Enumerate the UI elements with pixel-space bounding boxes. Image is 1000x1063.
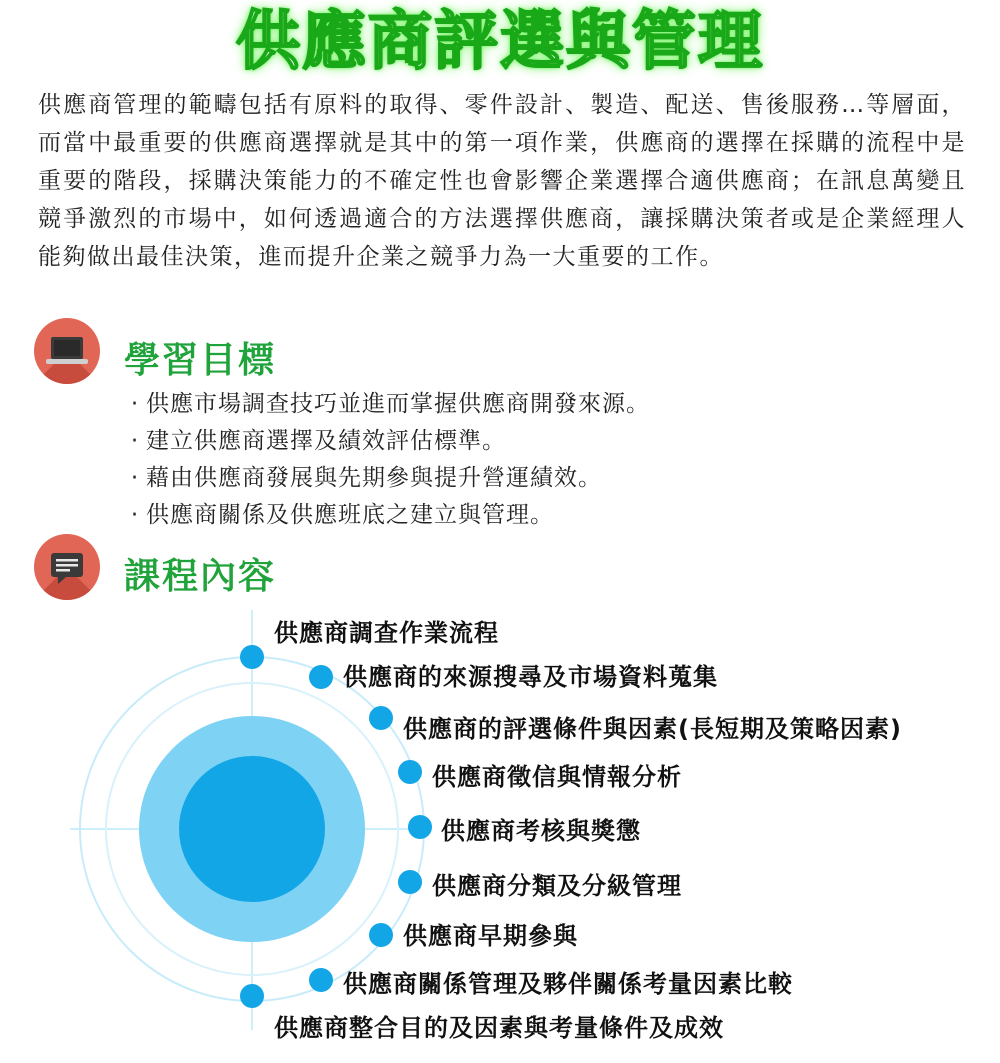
course-icon-badge [34,534,100,600]
course-item-label: 供應商考核與獎懲 [441,817,641,845]
course-item-dot [369,923,393,947]
course-item-label: 供應商關係管理及夥伴關係考量因素比較 [343,970,793,998]
list-item: · 藉由供應商發展與先期參與提升營運績效。 [130,465,602,491]
course-item-dot [240,984,264,1008]
course-item-label: 供應商分類及分級管理 [432,872,682,900]
list-item: · 建立供應商選擇及績效評估標準。 [130,428,506,454]
course-item-dot [369,706,393,730]
course-item-label: 供應商徵信與情報分析 [432,763,682,791]
course-item-dot [240,645,264,669]
course-item-dot [309,665,333,689]
course-item-dot [309,968,333,992]
objectives-icon-badge [34,318,100,384]
course-item-label: 供應商早期參與 [403,922,578,950]
objectives-list [124,386,650,534]
list-item: · 供應商關係及供應班底之建立與管理。 [130,502,554,528]
laptop-icon [34,318,100,384]
course-item-dot [398,760,422,784]
course-item-label: 供應商整合目的及因素與考量條件及成效 [274,1014,724,1042]
page-title: 供應商評選與管理 [236,5,764,79]
message-icon [34,534,100,600]
objectives-heading: 學習目標 [124,340,277,381]
course-item-label: 供應商的來源搜尋及市場資料蒐集 [343,663,718,691]
course-item-dot [398,870,422,894]
course-item-dot [408,815,432,839]
disc-dark [179,756,325,902]
course-item-label: 供應商調查作業流程 [274,619,499,647]
course-item-label: 供應商的評選條件與因素(長短期及策略因素) [403,715,902,743]
intro-paragraph: 供應商管理的範疇包括有原料的取得、零件設計、製造、配送、售後服務…等層面，而當中最重要的供應商選擇就是其中的第一項作業，供應商的選擇在採購的流程中是重要的階段，採購決策能力的不確定性也會影響企業選擇合適供應商；在訊息萬變且競爭激烈的市場中，如何透過適合的方法選擇供應商，讓採購決策者或是企業經理人能夠做出最佳決策，進而提升企業之競爭力為一大重要的工作。 [38,92,966,270]
list-item: · 供應市場調查技巧並進而掌握供應商開發來源。 [130,391,650,417]
course-heading: 課程內容 [124,556,277,597]
